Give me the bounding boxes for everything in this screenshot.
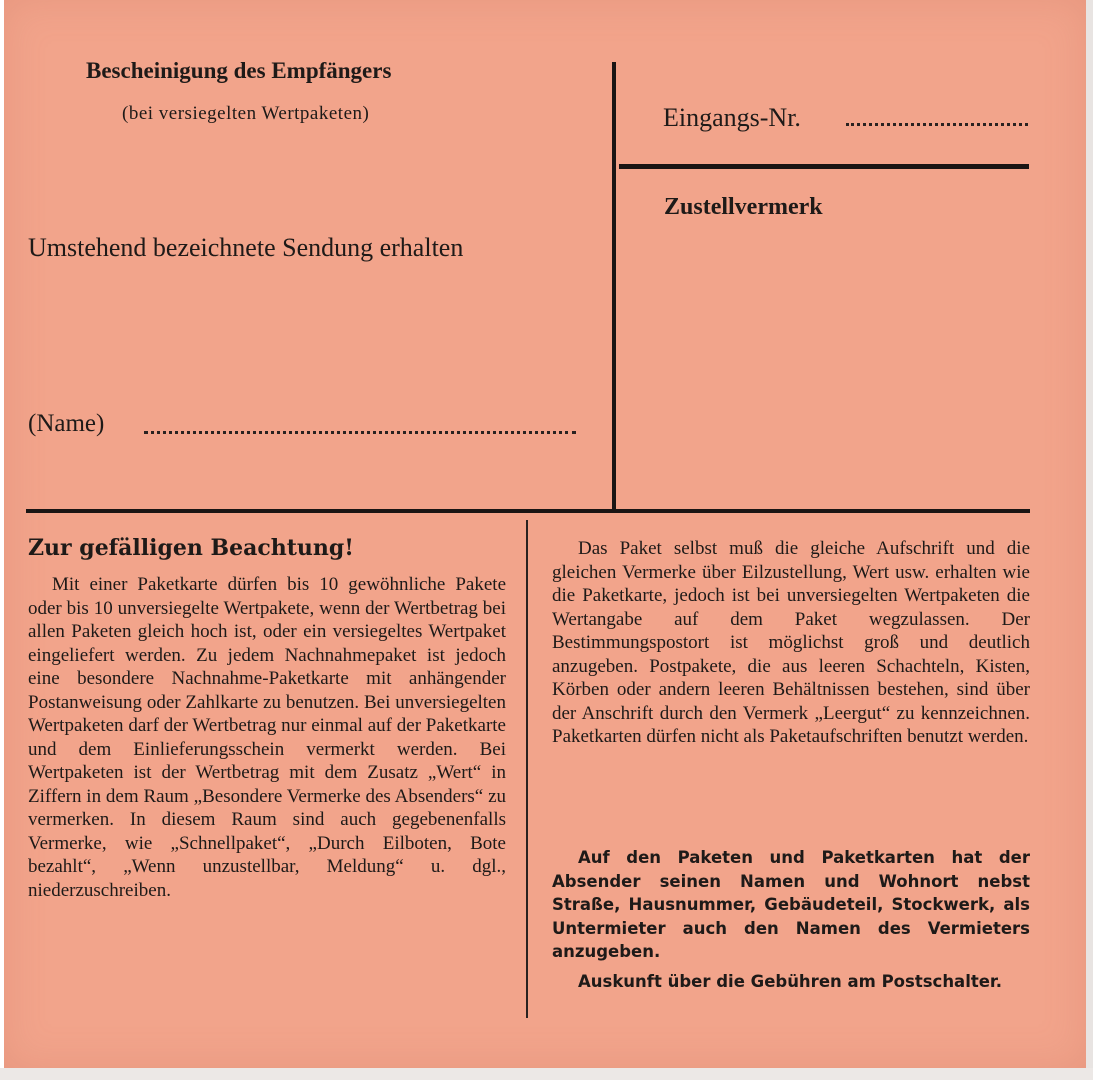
entry-number-line: [846, 123, 1028, 126]
received-statement: Umstehend bezeichnete Sendung erhalten: [28, 233, 464, 262]
notice-right-paragraph-3: Auskunft über die Gebühren am Postschalter.: [578, 972, 1002, 991]
notice-left-paragraph: Mit einer Paketkarte dürfen bis 10 gewöhnliche Pakete oder bis 10 unversiegelte Wertpakete, wenn der Wertbetrag bei allen Paketen gleich hoch ist, oder ein versiegeltes Wertpaket eingeliefert werden. Zu jedem Nachnahmepaket ist jedoch eine besondere Nachnahme-Paketkarte mit anhängender Postanweisung oder Zahlkarte zu benutzen. Bei unversiegelten Wertpaketen darf der Wertbetrag nur einmal auf der Paketkarte und dem Einlieferungsschein vermerkt werden. Bei Wertpaketen ist der Wertbetrag mit dem Zusatz „Wert“ in Ziffern in dem Raum „Besondere Vermerke des Absenders“ zu vermerken. In diesem Raum sind auch gegebenenfalls Vermerke, wie „Schnellpaket“, „Durch Eilboten, Bote bezahlt“, „Wenn unzustellbar, Meldung“ u. dgl., niederzuschreiben.: [28, 574, 506, 901]
name-label: (Name): [28, 410, 105, 437]
parcel-card-back: [4, 0, 1086, 1068]
name-signature-line: [144, 431, 576, 434]
paper-edge-right: [1086, 0, 1093, 1080]
entry-number-label: Eingangs-Nr.: [663, 103, 801, 132]
upper-divider-vertical: [612, 62, 616, 509]
notice-right-paragraph-1: Das Paket selbst muß die gleiche Aufschrift und die gleichen Vermerke über Eilzustellung, Wert usw. erhalten wie die Paketkarte, jedoch ist bei unversiegelten Wertpaketen die Wertangabe auf dem Paket wegzulassen. Der Bestimmungspostort ist möglichst groß und deutlich anzugeben. Postpakete, die aus leeren Schachteln, Kisten, Körben oder andern leeren Behältnissen bestehen, sind über der Anschrift durch den Vermerk „Leergut“ zu kennzeichnen. Paketkarten dürfen nicht als Paketaufschriften benutzt werden.: [552, 538, 1030, 747]
middle-divider-horizontal: [26, 509, 1030, 513]
paper-edge-bottom: [0, 1068, 1093, 1080]
notice-right-paragraph-2: Auf den Paketen und Paketkarten hat der Absender seinen Namen und Wohnort nebst Straße, Hausnummer, Gebäudeteil, Stockwerk, als Untermieter auch den Namen des Vermieters anzugeben.: [552, 848, 1030, 961]
certificate-subtitle: (bei versiegelten Wertpaketen): [122, 103, 370, 124]
notice-heading: Zur gefälligen Beachtung!: [28, 535, 354, 561]
certificate-title: Bescheinigung des Empfängers: [86, 58, 392, 83]
office-section-divider: [619, 164, 1029, 169]
lower-divider-vertical: [526, 520, 528, 1018]
delivery-note-label: Zustellvermerk: [664, 194, 823, 220]
